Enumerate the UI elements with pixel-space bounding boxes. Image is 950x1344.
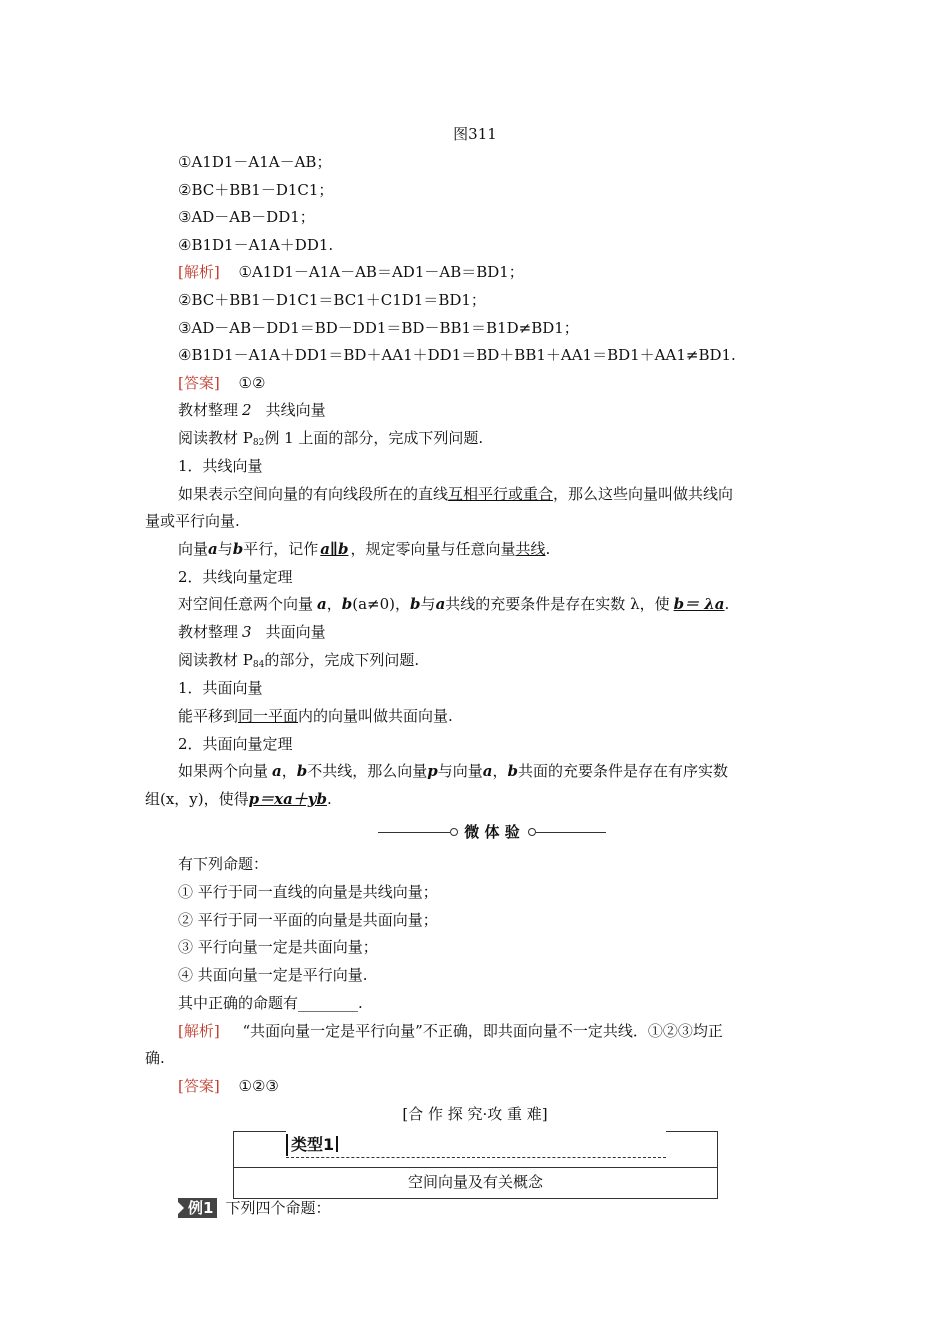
type-tag: 类型1: [286, 1134, 338, 1156]
exp-item-2: ② 平行于同一平面的向量是共面向量；: [178, 911, 438, 929]
mini-experience-label: 微 体 验: [464, 823, 520, 841]
item-4: ④B1D1－A1A＋DD1.: [178, 236, 334, 254]
item-1: ①A1D1－A1A－AB；: [178, 153, 332, 171]
answer-line: [178, 373, 265, 393]
answer-value: ①②: [238, 374, 266, 392]
example-line: [178, 1198, 330, 1218]
example-tag: 例1: [178, 1198, 217, 1218]
exp-answer: [答案] ①②③: [178, 1077, 279, 1095]
analysis-line-3: ③AD－AB－DD1＝BD－DD1＝BD－BB1＝B1D≠BD1；: [178, 319, 579, 337]
collinear-def: 如果表示空间向量的有向线段所在的直线互相平行或重合，那么这些向量叫做共线向: [178, 485, 734, 503]
coplanar-theorem-cont: 组(x，y)，使得p＝xa＋yb.: [145, 790, 332, 808]
example-text: 下列四个命题：: [225, 1199, 331, 1217]
exp-answer-label: [答案]: [178, 1077, 220, 1095]
coplanar-theorem: 如果两个向量 a，b不共线，那么向量p与向量a，b共面的充要条件是存在有序实数: [178, 762, 729, 780]
exp-item-4: ④ 共面向量一定是平行向量.: [178, 966, 368, 984]
analysis-label: [解析]: [178, 263, 220, 281]
coplanar-theorem-title: 2．共面向量定理: [178, 735, 293, 753]
item-2: ②BC＋BB1－D1C1；: [178, 181, 334, 199]
analysis-line-1: [解析] ①A1D1－A1A－AB＝AD1－AB＝BD1；: [178, 263, 524, 281]
exp-analysis-label: [解析]: [178, 1022, 220, 1040]
figure-caption: 图311: [453, 125, 497, 143]
item-3: ③AD－AB－DD1；: [178, 208, 315, 226]
answer-label: [答案]: [178, 374, 220, 392]
analysis-line-2: ②BC＋BB1－D1C1＝BC1＋C1D1＝BD1；: [178, 291, 486, 309]
coplanar-def: 能平移到同一平面内的向量叫做共面向量.: [178, 707, 453, 725]
exp-analysis-cont: 确.: [145, 1049, 165, 1067]
collinear-theorem: 对空间任意两个向量 a，b(a≠0)，b与a共线的充要条件是存在实数 λ，使 b＝ λa.: [178, 595, 730, 613]
section-heading: [合 作 探 究·攻 重 难]: [402, 1105, 548, 1123]
mini-experience-divider: [378, 822, 606, 842]
exp-item-1: ① 平行于同一直线的向量是共线向量；: [178, 883, 438, 901]
section-2-read: 阅读教材 $P_{82}$例 1 上面的部分，完成下列问题.: [178, 429, 484, 448]
collinear-title: 1．共线向量: [178, 457, 263, 475]
analysis-line-4: ④B1D1－A1A＋DD1＝BD＋AA1＋DD1＝BD＋BB1＋AA1＝BD1＋AA1≠BD1.: [178, 346, 736, 364]
section-3-heading: 教材整理 3 共面向量: [178, 623, 326, 641]
coplanar-title: 1．共面向量: [178, 679, 263, 697]
type-title: 空间向量及有关概念: [407, 1173, 543, 1191]
section-2-heading: 教材整理 2 共线向量: [178, 401, 326, 419]
exp-item-3: ③ 平行向量一定是共面向量；: [178, 938, 378, 956]
exp-intro: 有下列命题：: [178, 855, 269, 873]
exp-question: 其中正确的命题有________.: [178, 994, 363, 1012]
section-3-read: 阅读教材 $P_{84}$的部分，完成下列问题.: [178, 651, 420, 670]
parallel-notation: 向量a与b平行，记作 a∥b ，规定零向量与任意向量共线.: [178, 540, 551, 558]
exp-analysis: [解析] “共面向量一定是平行向量”不正确，即共面向量不一定共线．①②③均正: [178, 1022, 723, 1040]
collinear-def-cont: 量或平行向量.: [145, 512, 240, 530]
type-box: [233, 1131, 718, 1199]
collinear-theorem-title: 2．共线向量定理: [178, 568, 293, 586]
